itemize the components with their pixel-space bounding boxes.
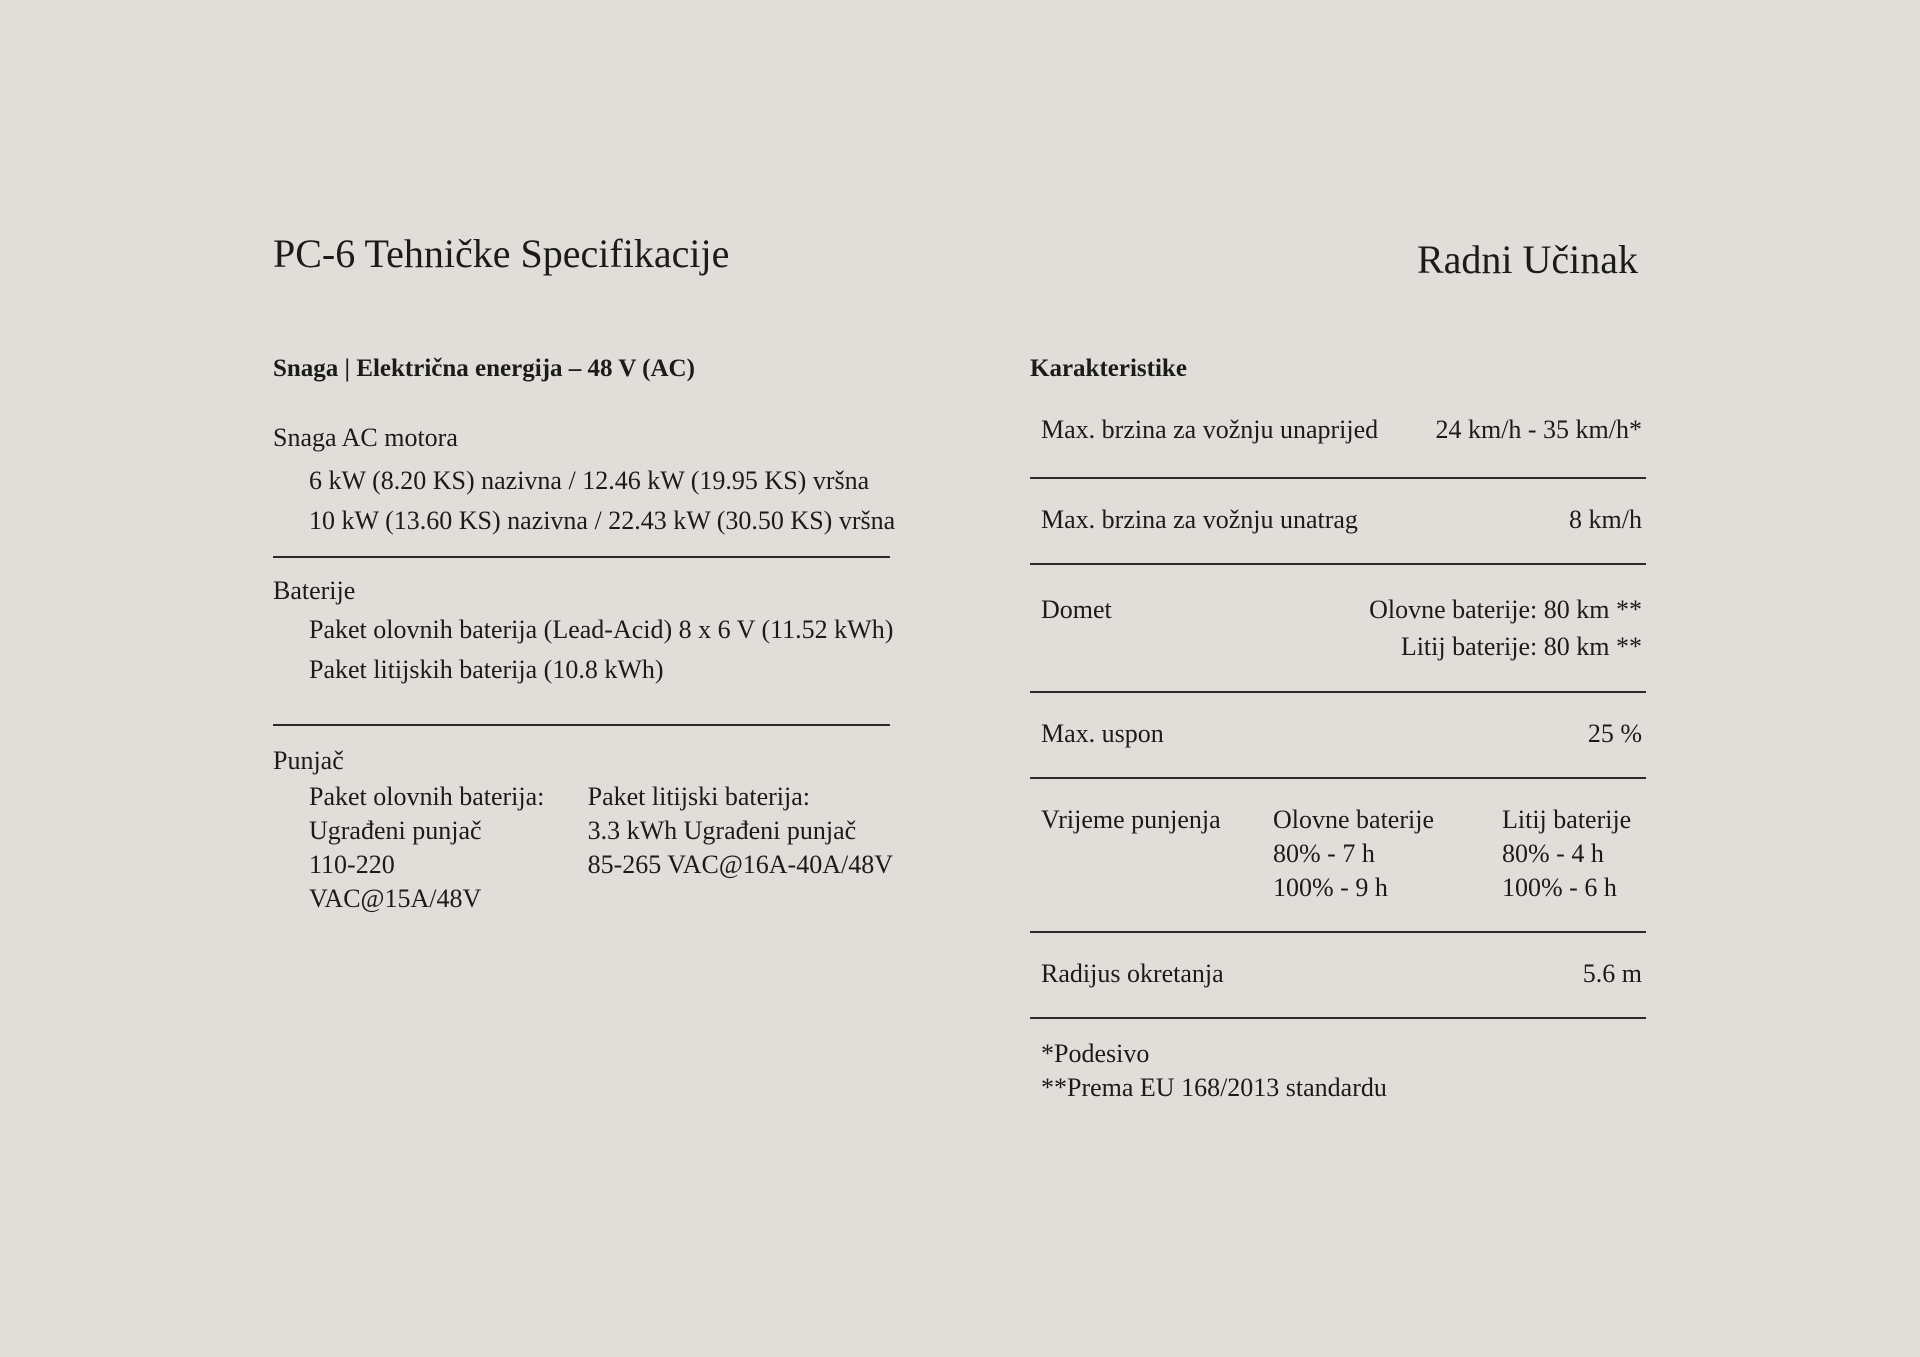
- charger-values: [273, 780, 893, 916]
- page-title: PC-6 Tehničke Specifikacije: [273, 231, 730, 276]
- charge-lead-line: Olovne baterije: [1273, 805, 1434, 834]
- divider: [273, 724, 890, 726]
- section-title-performance: Radni Učinak: [1416, 237, 1638, 282]
- spec-row-forward-speed: [1030, 415, 1646, 445]
- divider: [1030, 931, 1646, 933]
- divider: [1030, 777, 1646, 779]
- charger-lithium: [588, 780, 893, 916]
- charger-lithium-line: 3.3 kWh Ugrađeni punjač: [587, 816, 857, 845]
- performance-section: [1030, 355, 1646, 1105]
- motor-line: 6 kW (8.20 KS) nazivna / 12.46 kW (19.95 KS) vršna: [309, 466, 870, 495]
- charger-lead-line: Paket olovnih baterija:: [309, 782, 545, 811]
- spec-row-range: [1030, 591, 1646, 665]
- spec-value: 24 km/h - 35 km/h*: [1435, 415, 1642, 444]
- motor-label: Snaga AC motora: [273, 423, 458, 452]
- spec-row-charge-time: [1030, 803, 1646, 905]
- charge-lithium-line: Litij baterije: [1502, 805, 1632, 834]
- performance-heading: Karakteristike: [1030, 355, 1187, 382]
- spec-row-gradeability: [1030, 719, 1646, 749]
- divider: [273, 556, 890, 558]
- charge-lead-line: 100% - 9 h: [1273, 873, 1388, 902]
- charge-lithium: [1502, 803, 1631, 905]
- battery-values: [273, 610, 893, 690]
- divider: [1030, 1017, 1646, 1019]
- spec-label: Max. brzina za vožnju unatrag: [1041, 505, 1358, 534]
- spec-label: Domet: [1041, 595, 1112, 624]
- battery-line: Paket litijskih baterija (10.8 kWh): [309, 655, 664, 684]
- charge-lithium-line: 100% - 6 h: [1502, 873, 1617, 902]
- charger-lead-line: VAC@15A/48V: [309, 884, 482, 913]
- range-lead: Olovne baterije: 80 km **: [1369, 595, 1642, 624]
- spec-value: [1369, 591, 1642, 665]
- power-heading: Snaga | Električna energija – 48 V (AC): [273, 355, 695, 382]
- divider: [1030, 563, 1646, 565]
- footnote: **Prema EU 168/2013 standardu: [1041, 1073, 1387, 1102]
- spec-row-reverse-speed: [1030, 505, 1646, 535]
- footnotes: [1030, 1037, 1646, 1105]
- divider: [1030, 477, 1646, 479]
- charger-label: Punjač: [273, 746, 344, 775]
- spec-row-turning-radius: [1030, 959, 1646, 989]
- battery-line: Paket olovnih baterija (Lead-Acid) 8 x 6 V (11.52 kWh): [309, 615, 894, 644]
- charger-lead: [309, 780, 588, 916]
- range-lithium: Litij baterije: 80 km **: [1400, 632, 1642, 661]
- motor-line: 10 kW (13.60 KS) nazivna / 22.43 kW (30.50 KS) vršna: [309, 506, 896, 535]
- spec-label: Max. brzina za vožnju unaprijed: [1041, 415, 1379, 444]
- charger-lithium-line: 85-265 VAC@16A-40A/48V: [587, 850, 893, 879]
- spec-label: Max. uspon: [1041, 719, 1164, 748]
- divider: [1030, 691, 1646, 693]
- spec-value: 8 km/h: [1569, 505, 1642, 534]
- motor-values: [273, 461, 896, 541]
- charge-lead-line: 80% - 7 h: [1273, 839, 1375, 868]
- charge-lead: [1273, 803, 1502, 905]
- charger-lead-line: Ugrađeni punjač: [309, 816, 482, 845]
- charger-lead-line: 110-220: [309, 850, 395, 879]
- charger-lithium-line: Paket litijski baterija:: [587, 782, 811, 811]
- battery-label: Baterije: [273, 576, 356, 605]
- charge-lithium-line: 80% - 4 h: [1502, 839, 1604, 868]
- spec-value: 5.6 m: [1582, 959, 1642, 988]
- spec-label: Vrijeme punjenja: [1041, 805, 1221, 834]
- spec-label: Radijus okretanja: [1041, 959, 1224, 988]
- footnote: *Podesivo: [1041, 1039, 1150, 1068]
- power-section: [273, 355, 896, 916]
- spec-value: 25 %: [1587, 719, 1642, 748]
